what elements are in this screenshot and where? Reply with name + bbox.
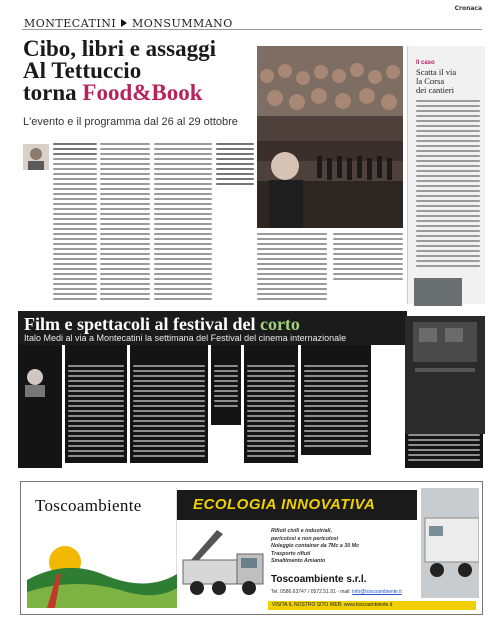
section-header — [22, 16, 482, 30]
page-folio — [22, 3, 482, 15]
film-text-column-4 — [244, 345, 298, 463]
film-text-column-3 — [211, 345, 241, 425]
ad-company-name: Toscoambiente s.r.l. — [271, 574, 367, 585]
ad-services-list — [271, 528, 421, 566]
article-text-column-4 — [257, 233, 327, 305]
ad-service-item: Smaltimento Amianto — [271, 558, 326, 564]
article-text-column-3 — [154, 143, 212, 303]
sidebar-box — [407, 46, 485, 304]
ad-logo-panel — [27, 488, 177, 608]
sidebar-title-line-3: dei cantieri — [416, 85, 454, 95]
article-pull-quote — [216, 143, 254, 193]
film-section-header — [18, 311, 407, 345]
sidebar-text — [416, 100, 480, 272]
ad-email-link[interactable]: info@toscoambiente.it — [352, 589, 402, 595]
advertisement — [20, 481, 483, 615]
ad-service-item: Rifiuti civili e industriali, — [271, 528, 332, 534]
sidebar-photo — [414, 278, 462, 306]
headline-line-3 — [23, 82, 263, 104]
film-text-column-5 — [301, 345, 371, 455]
ad-service-item: pericolosi e non pericolosi — [271, 535, 339, 542]
ad-contact-line: Tel. 0586.63747 / 0572.51.91 - mail: info@toscoambiente.it — [271, 589, 402, 595]
ad-landscape-logo-icon — [27, 488, 177, 608]
film-title-accent: corto — [259, 314, 300, 334]
author-photo — [23, 144, 49, 170]
article-headline — [23, 38, 263, 104]
ad-footer-bar: VISITA IL NOSTRO SITO WEB: www.toscoambiente.it — [268, 601, 476, 610]
article-text-column-1 — [53, 143, 97, 303]
sidebar-title — [416, 68, 482, 95]
ad-truck-icon — [181, 524, 267, 598]
sidebar-title-line-2: la Corsa — [416, 76, 445, 86]
film-title-main: Film e spettacoli al festival del — [24, 314, 256, 334]
film-text-column-2 — [130, 345, 208, 463]
film-text-column-1 — [65, 345, 127, 463]
article-text-column-2 — [100, 143, 150, 303]
film-subtitle: Italo Medi al via a Montecatini la settimana del Festival del cinema internazionale — [24, 333, 347, 343]
sidebar-kicker: Il caso — [416, 60, 435, 66]
film-author-panel — [18, 345, 62, 468]
ad-logo-text: Toscoambiente — [35, 496, 142, 515]
article-text-column-5 — [333, 233, 403, 305]
section-secondary: MONSUMMANO — [132, 17, 233, 30]
ad-banner — [177, 490, 417, 520]
folio-section-name: Cronaca — [454, 5, 482, 12]
headline-line-2: Al Tettuccio — [23, 58, 142, 83]
headline-line-1: Cibo, libri e assaggi — [23, 36, 216, 61]
article-subhead: L'evento e il programma dal 26 al 29 ottobre — [23, 116, 238, 128]
ad-service-item: Trasporto rifiuti — [271, 550, 311, 557]
film-title — [24, 314, 300, 335]
ad-banner-text: ECOLOGIA INNOVATIVA — [193, 496, 376, 513]
ad-footer-url[interactable]: www.toscoambiente.it — [343, 602, 393, 608]
headline-accent: Food&Book — [82, 80, 203, 105]
ad-truck-photo — [421, 488, 479, 598]
ad-service-item: Noleggio container da 7Mc a 30 Mc — [271, 543, 360, 549]
film-photo — [405, 316, 485, 434]
ad-footer-text: VISITA IL NOSTRO SITO WEB — [272, 602, 342, 608]
ad-phone: Tel. 0586.63747 / 0572.51.91 — [271, 589, 336, 595]
sidebar-title-line-1: Scatta il via — [416, 67, 457, 77]
section-primary: MONTECATINI — [24, 17, 117, 30]
headline-line-3-text: torna — [23, 80, 77, 105]
article-photo-crowd — [257, 46, 403, 228]
section-arrow-icon — [121, 19, 127, 27]
